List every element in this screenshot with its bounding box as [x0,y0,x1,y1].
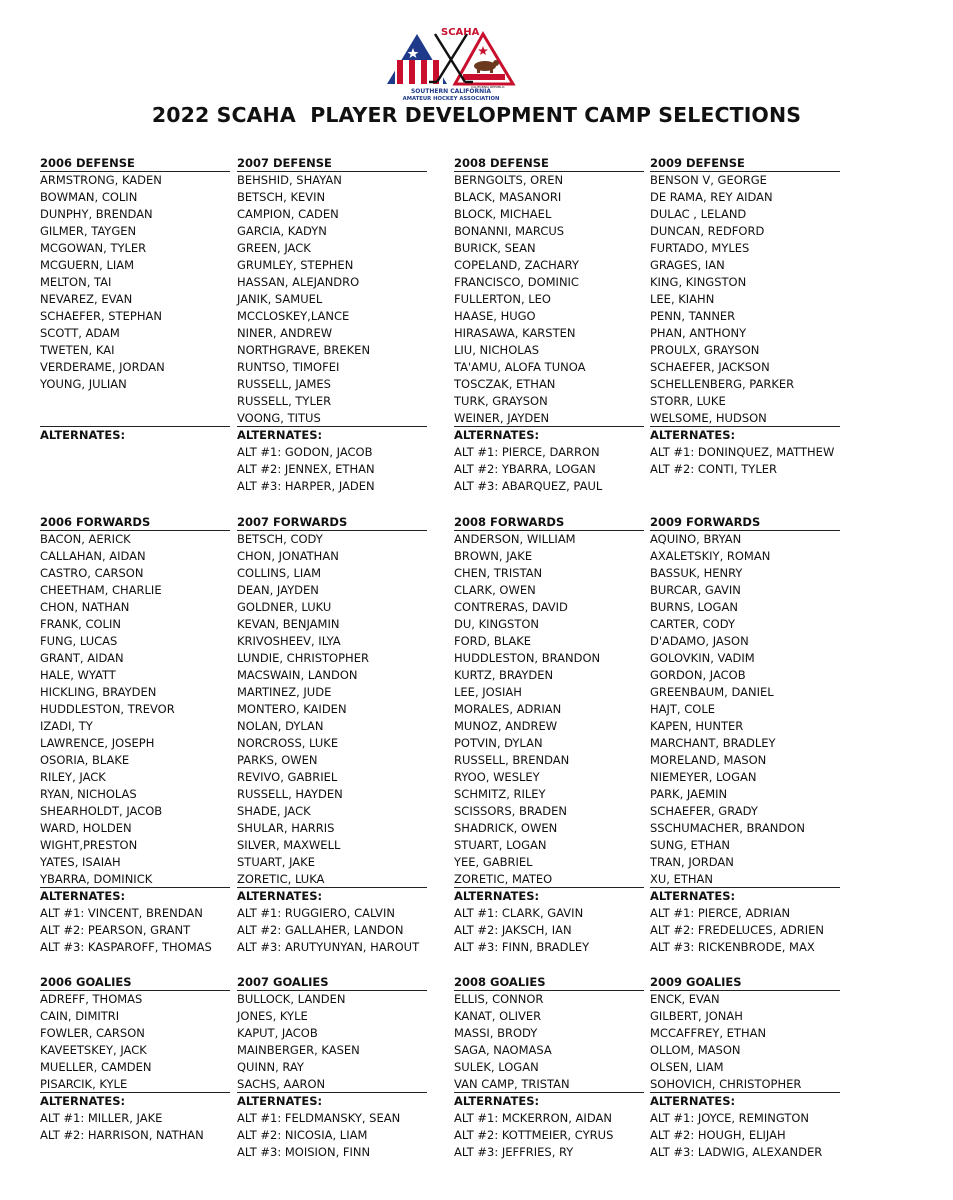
player-name: FRANCISCO, DOMINIC [454,275,579,289]
player-name: DULAC , LELAND [650,207,747,221]
group-header: 2006 DEFENSE [40,156,230,172]
player-name: MUELLER, CAMDEN [40,1060,152,1074]
player-name: WEINER, JAYDEN [454,410,644,427]
player-name: SCHAEFER, GRADY [650,804,758,818]
goalies-column [650,975,840,1161]
player-name: RILEY, JACK [40,770,106,784]
player-name: SSCHUMACHER, BRANDON [650,821,805,835]
defense-column [237,156,427,495]
player-list [237,991,427,1093]
alternate-player: ALT #2: PEARSON, GRANT [40,922,191,937]
player-name: ZORETIC, LUKA [237,871,427,888]
player-name: NINER, ANDREW [237,326,333,340]
player-name: ADREFF, THOMAS [40,992,143,1006]
player-name: ANDERSON, WILLIAM [454,532,576,546]
player-name: CLARK, OWEN [454,583,536,597]
group-header: 2008 FORWARDS [454,515,644,531]
player-name: LUNDIE, CHRISTOPHER [237,651,369,665]
player-name: KAPEN, HUNTER [650,719,744,733]
forwards-column [40,515,230,956]
player-name: ENCK, EVAN [650,992,720,1006]
player-name: ZORETIC, MATEO [454,871,644,888]
player-name: SHULAR, HARRIS [237,821,335,835]
player-list [454,991,644,1093]
player-name: KURTZ, BRAYDEN [454,668,554,682]
alternate-player: ALT #1: MCKERRON, AIDAN [454,1110,612,1125]
player-name: LAWRENCE, JOSEPH [40,736,155,750]
player-name: LIU, NICHOLAS [454,343,540,357]
goalies-column [454,975,644,1161]
player-name [40,410,230,427]
player-name: TA'AMU, ALOFA TUNOA [454,360,586,374]
alternates-header: ALTERNATES: [454,427,540,442]
player-name: DU, KINGSTON [454,617,540,631]
player-name: GARCIA, KADYN [237,224,327,238]
player-name: AQUINO, BRYAN [650,532,742,546]
player-name: BONANNI, MARCUS [454,224,565,238]
alternates-header: ALTERNATES: [40,427,126,442]
player-name: MORALES, ADRIAN [454,702,562,716]
player-name: STORR, LUKE [650,394,726,408]
player-name: BURCAR, GAVIN [650,583,741,597]
player-name: TURK, GRAYSON [454,394,548,408]
alternate-player: ALT #2: HARRISON, NATHAN [40,1127,204,1142]
player-name: HASSAN, ALEJANDRO [237,275,360,289]
player-list [237,531,427,888]
player-name: SCHAEFER, STEPHAN [40,309,162,323]
player-name: RYOO, WESLEY [454,770,540,784]
alternate-player: ALT #1: RUGGIERO, CALVIN [237,905,395,920]
player-name: XU, ETHAN [650,871,840,888]
player-name: HIRASAWA, KARSTEN [454,326,576,340]
player-name: CAIN, DIMITRI [40,1009,120,1023]
player-name: GOLDNER, LUKU [237,600,332,614]
player-name: YATES, ISAIAH [40,855,121,869]
player-name: COLLINS, LIAM [237,566,322,580]
player-name: FUNG, LUCAS [40,634,118,648]
alternate-player: ALT #3: RICKENBRODE, MAX [650,939,815,954]
player-name: GILMER, TAYGEN [40,224,137,238]
player-name: YEE, GABRIEL [454,855,533,869]
alternate-player: ALT #1: MILLER, JAKE [40,1110,163,1125]
player-name: JONES, KYLE [237,1009,308,1023]
alternate-player: ALT #1: VINCENT, BRENDAN [40,905,203,920]
group-header: 2007 FORWARDS [237,515,427,531]
player-name: STUART, LOGAN [454,838,547,852]
group-header: 2007 GOALIES [237,975,427,991]
player-name: VERDERAME, JORDAN [40,360,165,374]
alternate-player: ALT #1: DONINQUEZ, MATTHEW [650,444,835,459]
player-name: SHEARHOLDT, JACOB [40,804,163,818]
alternate-player: ALT #2: JAKSCH, IAN [454,922,572,937]
player-list [650,172,840,427]
player-name: BULLOCK, LANDEN [237,992,346,1006]
group-header: 2009 FORWARDS [650,515,840,531]
player-name: GREEN, JACK [237,241,311,255]
defense-column [40,156,230,444]
forwards-column [237,515,427,956]
player-name: AXALETSKIY, ROMAN [650,549,771,563]
player-name: DUNPHY, BRENDAN [40,207,153,221]
player-name: PARKS, OWEN [237,753,318,767]
player-name: ARMSTRONG, KADEN [40,173,162,187]
alternate-player: ALT #1: CLARK, GAVIN [454,905,584,920]
forwards-column [650,515,840,956]
player-name: KING, KINGSTON [650,275,747,289]
player-name: HUDDLESTON, TREVOR [40,702,175,716]
player-name: D'ADAMO, JASON [650,634,749,648]
player-name: CONTRERAS, DAVID [454,600,568,614]
player-name: BETSCH, KEVIN [237,190,326,204]
player-name: BETSCH, CODY [237,532,323,546]
player-name: STUART, JAKE [237,855,315,869]
defense-column [454,156,644,495]
player-name: MARTINEZ, JUDE [237,685,332,699]
player-name: HAJT, COLE [650,702,715,716]
player-name: POTVIN, DYLAN [454,736,543,750]
alternates-header: ALTERNATES: [237,427,323,442]
player-name [40,393,230,410]
player-name: MORELAND, MASON [650,753,767,767]
player-name: SACHS, AARON [237,1076,427,1093]
player-name: IZADI, TY [40,719,93,733]
player-name: MUNOZ, ANDREW [454,719,558,733]
alternate-player: ALT #3: HARPER, JADEN [237,478,375,493]
player-name: FRANK, COLIN [40,617,121,631]
player-name: CARTER, CODY [650,617,735,631]
player-name: SCISSORS, BRADEN [454,804,567,818]
player-name: NOLAN, DYLAN [237,719,324,733]
player-name: RYAN, NICHOLAS [40,787,137,801]
player-name: GREENBAUM, DANIEL [650,685,774,699]
alternate-player: ALT #2: CONTI, TYLER [650,461,777,476]
player-list [40,172,230,427]
player-name: SOHOVICH, CHRISTOPHER [650,1076,840,1093]
alternate-player: ALT #3: ABARQUEZ, PAUL [454,478,603,493]
alternates-header: ALTERNATES: [650,888,736,903]
player-name: BEHSHID, SHAYAN [237,173,342,187]
group-header: 2009 DEFENSE [650,156,840,172]
player-name: FOWLER, CARSON [40,1026,145,1040]
player-list [454,531,644,888]
player-name: GORDON, JACOB [650,668,746,682]
alternates-header: ALTERNATES: [40,1093,126,1108]
player-name: FULLERTON, LEO [454,292,551,306]
player-name: LEE, KIAHN [650,292,715,306]
player-name: MAINBERGER, KASEN [237,1043,360,1057]
alternate-player: ALT #2: JENNEX, ETHAN [237,461,375,476]
player-name: PARK, JAEMIN [650,787,728,801]
player-name: PROULX, GRAYSON [650,343,760,357]
player-name: JANIK, SAMUEL [237,292,323,306]
player-name: PENN, TANNER [650,309,736,323]
player-name: NORCROSS, LUKE [237,736,339,750]
player-name: RUNTSO, TIMOFEI [237,360,340,374]
player-name: KEVAN, BENJAMIN [237,617,340,631]
group-header: 2006 FORWARDS [40,515,230,531]
alternate-player: ALT #2: NICOSIA, LIAM [237,1127,368,1142]
alternates-header: ALTERNATES: [650,427,736,442]
player-name: SHADE, JACK [237,804,311,818]
player-name: MASSI, BRODY [454,1026,538,1040]
player-name: CHEN, TRISTAN [454,566,543,580]
alternates-header: ALTERNATES: [237,1093,323,1108]
player-name: FURTADO, MYLES [650,241,750,255]
alternates-header: ALTERNATES: [650,1093,736,1108]
alternate-player: ALT #3: LADWIG, ALEXANDER [650,1144,823,1159]
player-name: PHAN, ANTHONY [650,326,747,340]
alternate-player: ALT #2: GALLAHER, LANDON [237,922,404,937]
player-name: PISARCIK, KYLE [40,1076,230,1093]
player-name: CASTRO, CARSON [40,566,144,580]
player-name: CAMPION, CADEN [237,207,339,221]
player-name: WARD, HOLDEN [40,821,132,835]
alternate-player: ALT #3: JEFFRIES, RY [454,1144,574,1159]
player-name: SULEK, LOGAN [454,1060,539,1074]
alternate-player: ALT #1: PIERCE, DARRON [454,444,600,459]
player-name: MCCAFFREY, ETHAN [650,1026,767,1040]
alternate-player: ALT #2: YBARRA, LOGAN [454,461,596,476]
player-name: BURNS, LOGAN [650,600,738,614]
player-name: TRAN, JORDAN [650,855,734,869]
player-name: LEE, JOSIAH [454,685,522,699]
scaha-logo-graphic [383,26,519,102]
player-name: SAGA, NAOMASA [454,1043,552,1057]
alternates-header: ALTERNATES: [454,1093,540,1108]
player-name: GRAGES, IAN [650,258,725,272]
alternate-player: ALT #2: FREDELUCES, ADRIEN [650,922,824,937]
logo-flag-text: CALIFORNIA REPUBLIC [471,85,505,89]
player-name: WELSOME, HUDSON [650,410,840,427]
player-name: BLACK, MASANORI [454,190,562,204]
player-name: SCHMITZ, RILEY [454,787,546,801]
page-title: 2022 SCAHA PLAYER DEVELOPMENT CAMP SELECTIONS [151,103,802,127]
player-name: NIEMEYER, LOGAN [650,770,757,784]
player-name: FORD, BLAKE [454,634,532,648]
player-name: KAVEETSKEY, JACK [40,1043,147,1057]
player-name: REVIVO, GABRIEL [237,770,338,784]
player-name: SILVER, MAXWELL [237,838,341,852]
alternate-player: ALT #1: FELDMANSKY, SEAN [237,1110,401,1125]
player-list [454,172,644,427]
player-name: MARCHANT, BRADLEY [650,736,776,750]
player-name: CHON, NATHAN [40,600,130,614]
group-header: 2008 DEFENSE [454,156,644,172]
player-name: OLSEN, LIAM [650,1060,724,1074]
player-name: QUINN, RAY [237,1060,304,1074]
player-name: SCOTT, ADAM [40,326,120,340]
player-name: MACSWAIN, LANDON [237,668,358,682]
alternate-player: ALT #1: GODON, JACOB [237,444,373,459]
player-name: CHON, JONATHAN [237,549,339,563]
player-name: OLLOM, MASON [650,1043,741,1057]
player-name: MCGUERN, LIAM [40,258,135,272]
player-list [40,991,230,1093]
goalies-column [40,975,230,1144]
player-name: SCHAEFER, JACKSON [650,360,770,374]
player-name: HAASE, HUGO [454,309,536,323]
player-name: BASSUK, HENRY [650,566,743,580]
alternate-player: ALT #3: ARUTYUNYAN, HAROUT [237,939,420,954]
player-name: DE RAMA, REY AIDAN [650,190,773,204]
player-list [40,531,230,888]
player-name: MCCLOSKEY,LANCE [237,309,350,323]
player-name: OSORIA, BLAKE [40,753,130,767]
player-name: BROWN, JAKE [454,549,533,563]
player-name: YOUNG, JULIAN [40,377,127,391]
player-name: BLOCK, MICHAEL [454,207,552,221]
alternates-header: ALTERNATES: [237,888,323,903]
player-name: HALE, WYATT [40,668,116,682]
player-name: HUDDLESTON, BRANDON [454,651,601,665]
player-name: SUNG, ETHAN [650,838,730,852]
player-name: GRANT, AIDAN [40,651,124,665]
player-name: WIGHT,PRESTON [40,838,138,852]
player-name: CHEETHAM, CHARLIE [40,583,162,597]
player-name: DEAN, JAYDEN [237,583,319,597]
player-name: MELTON, TAI [40,275,112,289]
player-name: NEVAREZ, EVAN [40,292,133,306]
player-name: RUSSELL, BRENDAN [454,753,570,767]
player-name: YBARRA, DOMINICK [40,871,230,888]
player-name: NORTHGRAVE, BREKEN [237,343,371,357]
player-name: SHADRICK, OWEN [454,821,558,835]
group-header: 2007 DEFENSE [237,156,427,172]
player-name: VAN CAMP, TRISTAN [454,1076,644,1093]
player-name: MONTERO, KAIDEN [237,702,347,716]
player-name: BURICK, SEAN [454,241,536,255]
player-name: RUSSELL, TYLER [237,394,332,408]
player-name: GRUMLEY, STEPHEN [237,258,354,272]
logo-org-line1: SOUTHERN CALIFORNIA [410,88,492,95]
alternate-player: ALT #2: KOTTMEIER, CYRUS [454,1127,614,1142]
group-header: 2008 GOALIES [454,975,644,991]
forwards-column [454,515,644,956]
defense-column [650,156,840,478]
player-name: BACON, AERICK [40,532,131,546]
alternates-header: ALTERNATES: [454,888,540,903]
player-name: GOLOVKIN, VADIM [650,651,755,665]
player-name: TOSCZAK, ETHAN [454,377,556,391]
alternate-player: ALT #1: JOYCE, REMINGTON [650,1110,810,1125]
player-name: BENSON V, GEORGE [650,173,767,187]
alternate-player: ALT #3: MOISION, FINN [237,1144,371,1159]
player-name: BERNGOLTS, OREN [454,173,564,187]
alternate-player: ALT #3: FINN, BRADLEY [454,939,590,954]
alternate-player: ALT #3: KASPAROFF, THOMAS [40,939,212,954]
logo-org-line2: AMATEUR HOCKEY ASSOCIATION [402,96,500,102]
scaha-logo [383,26,519,102]
player-name: COPELAND, ZACHARY [454,258,579,272]
player-name: BOWMAN, COLIN [40,190,138,204]
alternates-header: ALTERNATES: [40,888,126,903]
player-name: ELLIS, CONNOR [454,992,544,1006]
player-name: RUSSELL, JAMES [237,377,331,391]
group-header: 2006 GOALIES [40,975,230,991]
player-name: KRIVOSHEEV, ILYA [237,634,341,648]
player-name: HICKLING, BRAYDEN [40,685,157,699]
alternate-player: ALT #1: PIERCE, ADRIAN [650,905,791,920]
player-name: MCGOWAN, TYLER [40,241,147,255]
player-name: KANAT, OLIVER [454,1009,542,1023]
player-name: SCHELLENBERG, PARKER [650,377,795,391]
group-header: 2009 GOALIES [650,975,840,991]
player-name: DUNCAN, REDFORD [650,224,765,238]
player-list [237,172,427,427]
player-name: GILBERT, JONAH [650,1009,743,1023]
player-name: CALLAHAN, AIDAN [40,549,146,563]
alternate-player: ALT #2: HOUGH, ELIJAH [650,1127,786,1142]
player-list [650,531,840,888]
player-list [650,991,840,1093]
logo-abbrev: SCAHA [441,27,480,38]
player-name: TWETEN, KAI [40,343,115,357]
goalies-column [237,975,427,1161]
player-name: KAPUT, JACOB [237,1026,318,1040]
player-name: VOONG, TITUS [237,410,427,427]
player-name: RUSSELL, HAYDEN [237,787,343,801]
